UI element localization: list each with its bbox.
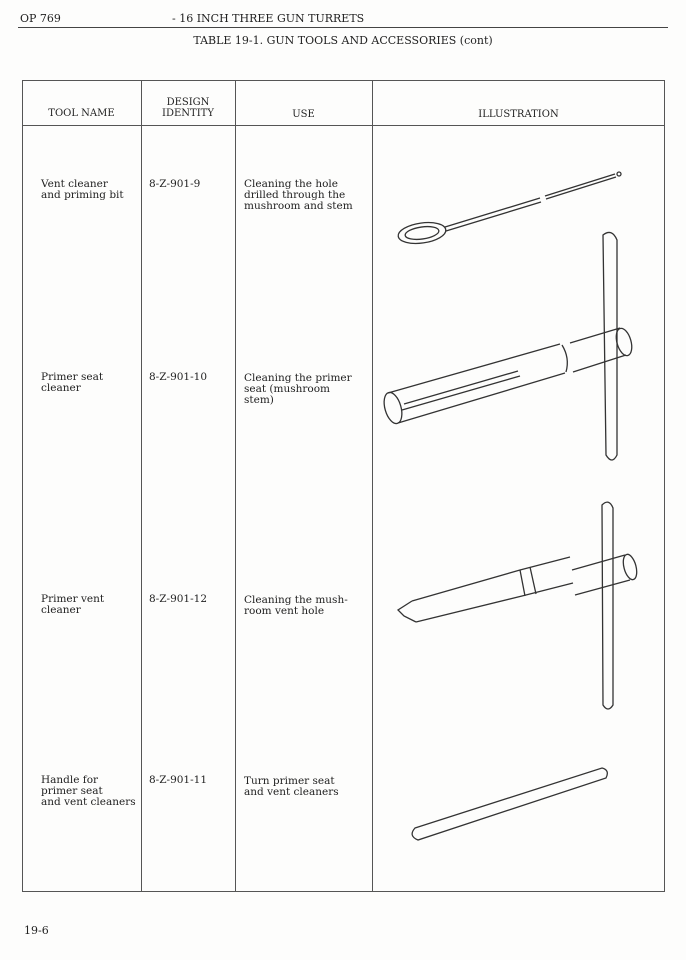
- primer-vent-cleaner-drawing: [398, 502, 639, 709]
- tool-use: Cleaning the primer seat (mushroom stem): [244, 372, 352, 406]
- doc-id: OP 769: [20, 12, 61, 25]
- tool-use: Turn primer seat and vent cleaners: [244, 775, 339, 798]
- design-identity: 8-Z-901-10: [149, 371, 208, 383]
- design-identity: 8-Z-901-9: [149, 178, 201, 190]
- tool-use: Cleaning the mush- room vent hole: [244, 594, 348, 617]
- vent-cleaner-drawing: [397, 172, 621, 246]
- tool-name: Primer seat cleaner: [41, 371, 104, 394]
- tool-name: Handle for primer seat and vent cleaners: [41, 774, 136, 808]
- primer-seat-cleaner-drawing: [381, 232, 635, 460]
- tool-name: Vent cleaner and priming bit: [41, 178, 124, 201]
- design-identity: 8-Z-901-12: [149, 593, 208, 605]
- column-header-use: USE: [292, 109, 315, 120]
- page-number: 19-6: [24, 924, 49, 937]
- tool-use: Cleaning the hole drilled through the mushroom and stem: [244, 178, 353, 212]
- running-title: - 16 INCH THREE GUN TURRETS: [172, 12, 365, 25]
- column-header-tool-name: TOOL NAME: [48, 108, 115, 119]
- column-header-design-identity: DESIGN IDENTITY: [162, 97, 214, 119]
- table-title: TABLE 19-1. GUN TOOLS AND ACCESSORIES (cont): [193, 34, 493, 47]
- handle-drawing: [412, 768, 607, 840]
- tool-name: Primer vent cleaner: [41, 593, 105, 616]
- column-header-illustration: ILLUSTRATION: [478, 109, 559, 120]
- design-identity: 8-Z-901-11: [149, 774, 208, 786]
